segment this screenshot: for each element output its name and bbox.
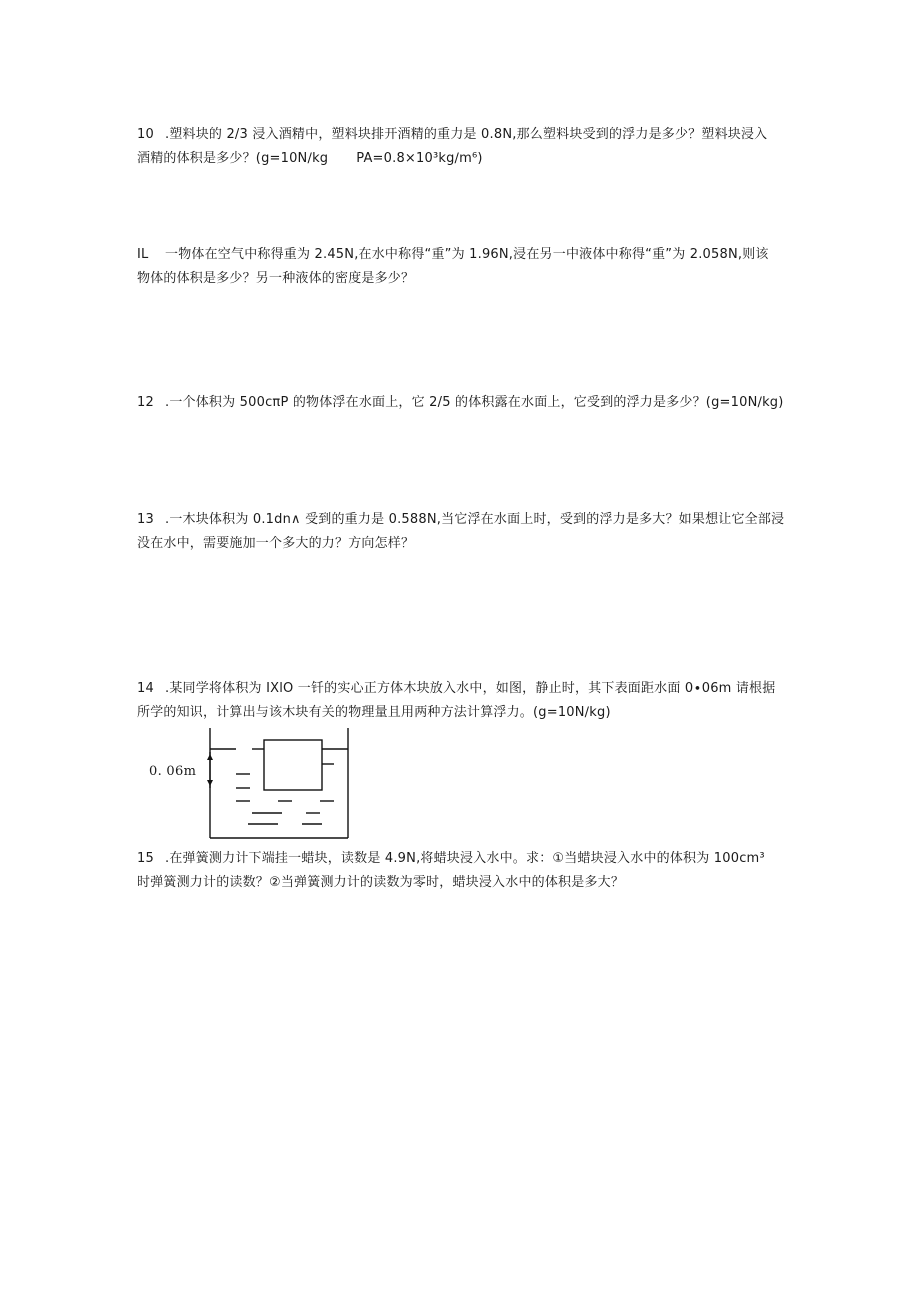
question-line (137, 147, 797, 171)
question-line (137, 391, 797, 415)
question-text: .塑料块的 2/3 浸入酒精中，塑料块排开酒精的重力是 0.8N,那么塑料块受到的浮力是多少？塑料块浸入 (165, 127, 768, 142)
question-11 (137, 243, 797, 291)
question-number: 15 (137, 851, 154, 866)
wooden-cube (264, 740, 322, 790)
question-13 (137, 508, 797, 556)
question-text: .某同学将体积为 IXlO 一钎的实心正方体木块放入水中，如图，静止时，其下表面距水面 0∙06m 请根据 (165, 681, 776, 696)
question-line (137, 871, 797, 895)
question-text: .在弹簧测力计下端挂一蜡块，读数是 4.9N,将蜡块浸入水中。求：①当蜡块浸入水中的体积为 100cm³ (165, 851, 765, 866)
question-number: 10 (137, 127, 154, 142)
question-text: 所学的知识，计算出与该木块有关的物理量且用两种方法计算浮力。(g=10N∕kg) (137, 705, 611, 720)
question-line (137, 267, 797, 291)
question-number: 14 (137, 681, 154, 696)
question-line (137, 123, 797, 147)
question-line (137, 508, 797, 532)
depth-label: 0. 06m (149, 764, 197, 779)
question-12 (137, 391, 797, 415)
question-14 (137, 677, 797, 725)
question-text: 没在水中，需要施加一个多大的力？方向怎样？ (137, 536, 415, 551)
question-text: 一物体在空气中称得重为 2.45N,在水中称得“重”为 1.96N,浸在另一中液体中称得“重”为 2.058N,则该 (165, 247, 769, 262)
question-text: 物体的体积是多少？另一种液体的密度是多少？ (137, 271, 415, 286)
question-text: 时弹簧测力计的读数？②当弹簧测力计的读数为零时，蜡块浸入水中的体积是多大？ (137, 875, 625, 890)
question-number: 13 (137, 512, 154, 527)
question-10 (137, 123, 797, 171)
question-text: .一木块体积为 0.1dn∧ 受到的重力是 0.588N,当它浮在水面上时，受到的浮力是多大？如果想让它全部浸 (165, 512, 785, 527)
question-line (137, 243, 797, 267)
question-line (137, 847, 797, 871)
question-text: 酒精的体积是多少？(g=10N∕kg (137, 151, 329, 166)
beaker-diagram (140, 726, 370, 842)
question-line (137, 701, 797, 725)
question-15 (137, 847, 797, 895)
question-line (137, 532, 797, 556)
question-text: PA=0.8×10³kg∕m⁶) (356, 151, 483, 166)
question-text: .一个体积为 500cπP 的物体浮在水面上，它 2/5 的体积露在水面上，它受到的浮力是多少？(g=10N∕kg) (165, 395, 784, 410)
question-number: IL (137, 247, 149, 262)
question-number: 12 (137, 395, 154, 410)
question-line (137, 677, 797, 701)
